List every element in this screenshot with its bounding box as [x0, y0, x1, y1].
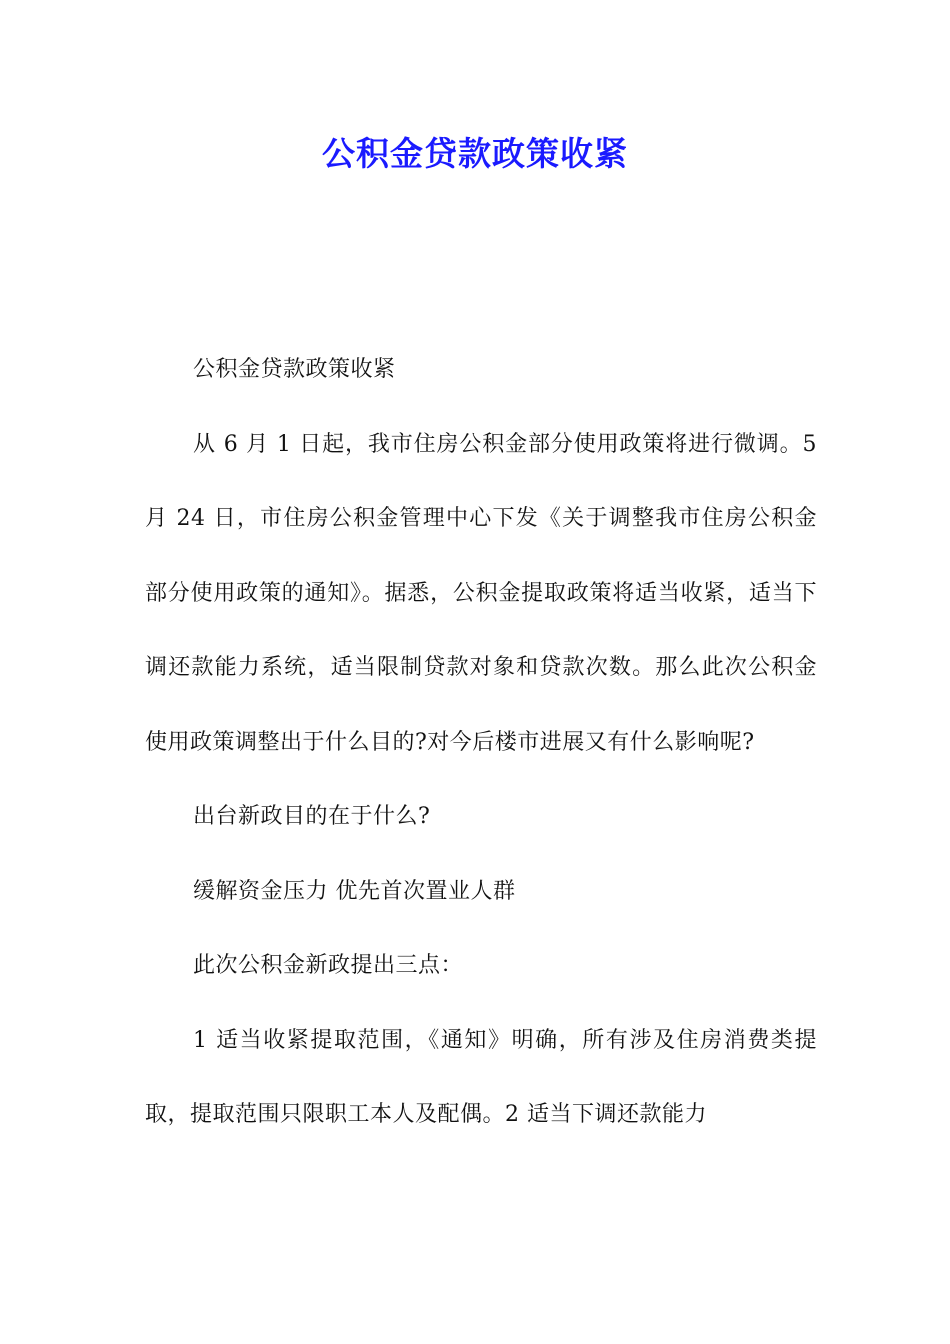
document-body — [145, 333, 817, 1153]
paragraph-question: 出台新政目的在于什么? — [193, 804, 431, 829]
paragraph-heading: 公积金贷款政策收紧 — [193, 357, 396, 382]
paragraph-points-intro: 此次公积金新政提出三点： — [193, 953, 464, 978]
paragraph-intro: 从 6 月 1 日起，我市住房公积金部分使用政策将进行微调。5 月 24 日，市住房公积金管理中心下发《关于调整我市住房公积金部分使用政策的通知》。据悉，公积金提取政策将适当收紧，适当下调还款能力系统，适当限制贷款对象和贷款次数。那么此次公积金使用政策调整出于什么目的?对今后楼市进展又有什么影响呢? — [145, 431, 817, 755]
paragraph-points: 1 适当收紧提取范围，《通知》明确，所有涉及住房消费类提取，提取范围只限职工本人及配偶。2 适当下调还款能力 — [145, 1027, 817, 1127]
paragraph-subheading: 缓解资金压力 优先首次置业人群 — [193, 878, 516, 904]
document-title: 公积金贷款政策收紧 — [322, 134, 628, 173]
